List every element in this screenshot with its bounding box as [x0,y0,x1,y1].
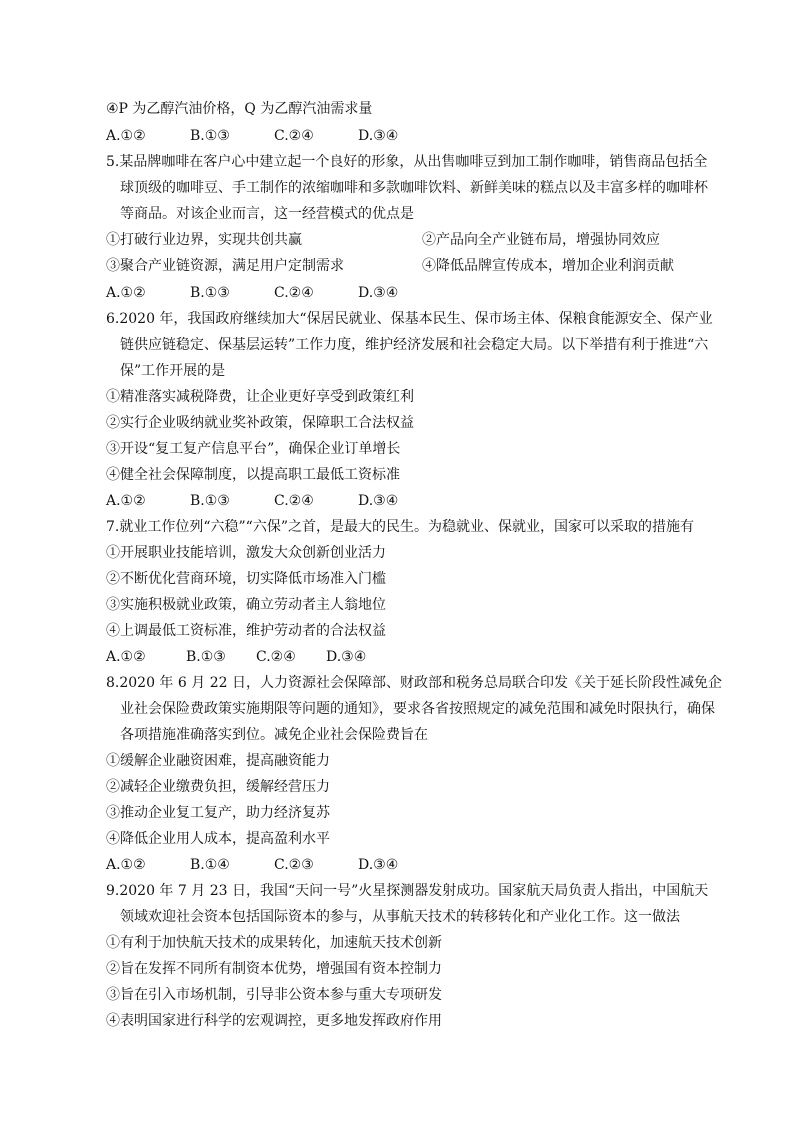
q6-option-a: A.①② [106,493,146,509]
q7-option-c: C.②④ [256,649,296,665]
q7-option-a: A.①② [106,649,146,665]
q8-stem-line-2: 业社会保险费政策实施期限等问题的通知》，要求各省按照规定的减免范围和减免时限执行，确保 [120,701,715,717]
q6-statement-4: ④健全社会保障制度，以提高职工最低工资标准 [106,467,400,483]
q6-option-c: C.②④ [274,493,314,509]
q6-option-b: B.①③ [190,493,230,509]
q8-statement-4: ④降低企业用人成本，提高盈利水平 [106,831,330,847]
q7-option-b: B.①③ [186,649,226,665]
q5-statement-3: ③聚合产业链资源，满足用户定制需求 [106,258,344,274]
q5-option-b: B.①③ [190,285,230,301]
q8-option-c: C.②③ [274,857,314,873]
q4-option-d: D.③④ [358,128,399,144]
q7-statement-2: ②不断优化营商环境，切实降低市场准入门槛 [106,571,386,587]
q8-option-b: B.①④ [190,857,230,873]
q8-option-a: A.①② [106,857,146,873]
q6-stem-line-3: 保”工作开展的是 [120,363,226,379]
q8-stem-line-1: 8.2020 年 6 月 22 日，人力资源社会保障部、财政部和税务总局联合印发《关于延长阶段性减免企 [106,675,722,691]
q8-statement-1: ①缓解企业融资困难，提高融资能力 [106,753,330,769]
q6-stem-line-2: 链供应链稳定、保基层运转”工作力度，维护经济发展和社会稳定大局。以下举措有利于推进“六 [120,337,709,353]
q7-statement-3: ③实施积极就业政策，确立劳动者主人翁地位 [106,597,386,613]
q8-statement-3: ③推动企业复工复产，助力经济复苏 [106,805,330,821]
q7-statement-4: ④上调最低工资标准，维护劳动者的合法权益 [106,623,386,639]
q5-option-a: A.①② [106,285,146,301]
q8-statement-2: ②减轻企业缴费负担，缓解经营压力 [106,779,330,795]
q5-stem-line-3: 等商品。对该企业而言，这一经营模式的优点是 [120,206,414,222]
q6-statement-1: ①精准落实减税降费，让企业更好享受到政策红利 [106,389,414,405]
q7-option-d: D.③④ [326,649,367,665]
q9-statement-1: ①有利于加快航天技术的成果转化，加速航天技术创新 [106,935,442,951]
q4-option-b: B.①③ [190,128,230,144]
q9-statement-2: ②旨在发挥不同所有制资本优势，增强国有资本控制力 [106,961,442,977]
q5-statement-4: ④降低品牌宣传成本，增加企业利润贡献 [422,258,674,274]
q7-statement-1: ①开展职业技能培训，激发大众创新创业活力 [106,545,386,561]
q4-option-c: C.②④ [274,128,314,144]
q9-stem-line-1: 9.2020 年 7 月 23 日，我国“天问一号”火星探测器发射成功。国家航天局负责人指出，中国航天 [106,883,709,899]
q7-stem-line-1: 7.就业工作位列“六稳”“六保”之首，是最大的民生。为稳就业、保就业，国家可以采取的措施有 [106,519,694,535]
q8-stem-line-3: 各项措施准确落实到位。减免企业社会保险费旨在 [120,727,428,743]
q5-stem-line-1: 5.某品牌咖啡在客户心中建立起一个良好的形象，从出售咖啡豆到加工制作咖啡，销售商品包括全 [106,154,708,170]
q5-option-c: C.②④ [274,285,314,301]
q5-option-d: D.③④ [358,285,399,301]
q4-statement-4: ④P 为乙醇汽油价格，Q 为乙醇汽油需求量 [106,101,373,117]
q9-statement-4: ④表明国家进行科学的宏观调控，更多地发挥政府作用 [106,1013,442,1029]
q9-stem-line-2: 领域欢迎社会资本包括国际资本的参与，从事航天技术的转移转化和产业化工作。这一做法 [120,909,680,925]
q5-statement-1: ①打破行业边界，实现共创共赢 [106,232,302,248]
q5-stem-line-2: 球顶级的咖啡豆、手工制作的浓缩咖啡和多款咖啡饮料、新鲜美味的糕点以及丰富多样的咖啡杯 [120,180,708,196]
q8-option-d: D.③④ [358,857,399,873]
q5-statement-2: ②产品向全产业链布局，增强协同效应 [422,232,660,248]
q6-statement-2: ②实行企业吸纳就业奖补政策，保障职工合法权益 [106,415,414,431]
q6-statement-3: ③开设“复工复产信息平台”，确保企业订单增长 [106,441,401,457]
q4-option-a: A.①② [106,128,146,144]
q6-stem-line-1: 6.2020 年，我国政府继续加大“保居民就业、保基本民生、保市场主体、保粮食能源安全、保产业 [106,311,713,327]
q6-option-d: D.③④ [358,493,399,509]
q9-statement-3: ③旨在引入市场机制，引导非公资本参与重大专项研发 [106,987,442,1003]
